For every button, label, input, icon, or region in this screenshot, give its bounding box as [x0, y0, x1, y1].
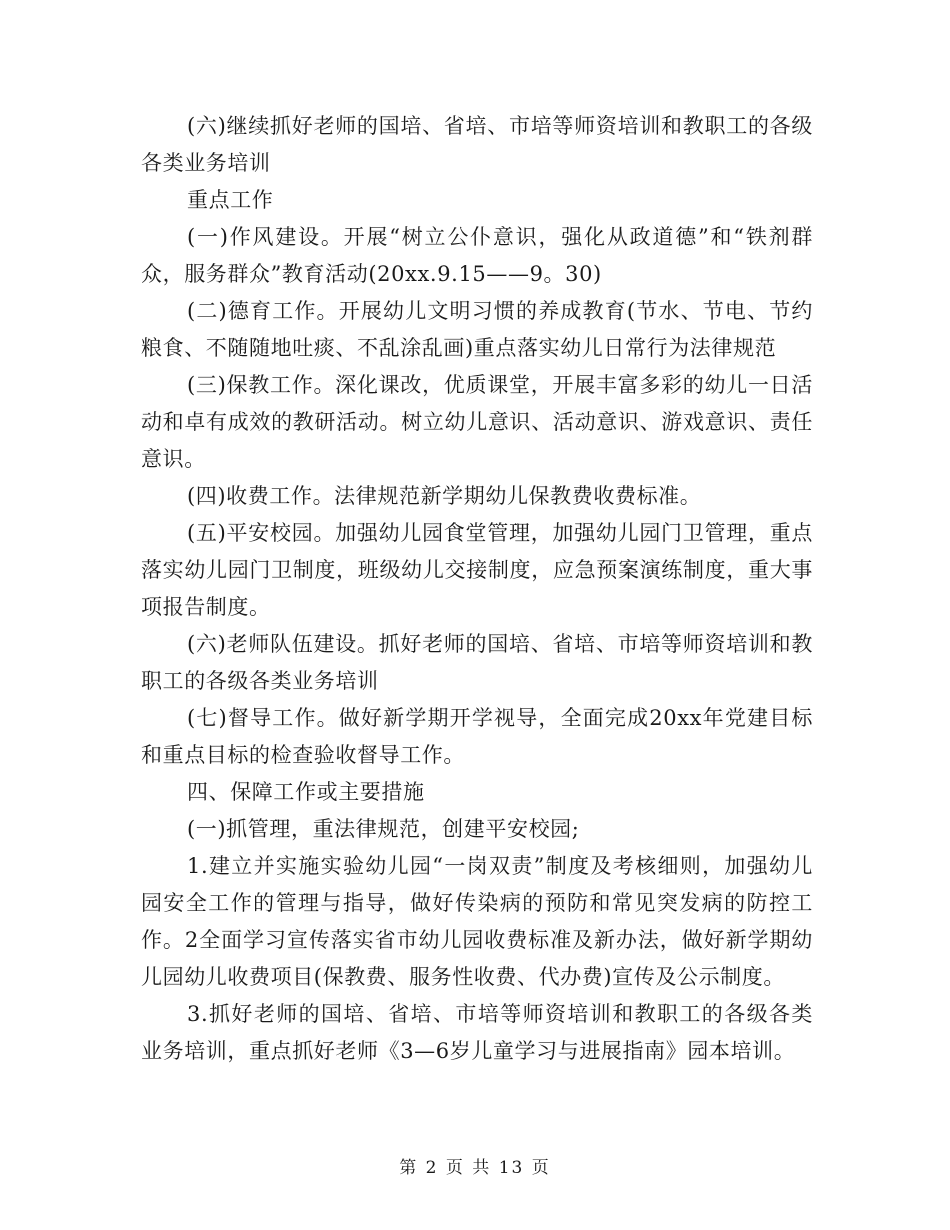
paragraph-7: (五)平安校园。加强幼儿园食堂管理，加强幼儿园门卫管理，重点落实幼儿园门卫制度，班级幼儿交接制度，应急预案演练制度，重大事项报告制度。 [141, 521, 813, 619]
paragraph-11: (一)抓管理，重法律规范，创建平安校园; [187, 817, 580, 841]
paragraph-10: 四、保障工作或主要措施 [187, 780, 425, 804]
paragraph-12: 1.建立并实施实验幼儿园“一岗双责”制度及考核细则，加强幼儿园安全工作的管理与指导，做好传染病的预防和常见突发病的防控工作。2全面学习宣传落实省市幼儿园收费标准及新办法，做好新学期幼儿园幼儿收费项目(保教费、服务性收费、代办费)宣传及公示制度。 [141, 854, 813, 989]
page-number-footer: 第 2 页 共 13 页 [399, 1158, 551, 1178]
paragraph-1: (六)继续抓好老师的国培、省培、市培等师资培训和教职工的各级各类业务培训 [141, 114, 813, 175]
paragraph-8: (六)老师队伍建设。抓好老师的国培、省培、市培等师资培训和教职工的各级各类业务培训 [141, 632, 813, 693]
document-body [141, 108, 813, 1070]
paragraph-6: (四)收费工作。法律规范新学期幼儿保教费收费标准。 [187, 484, 702, 508]
paragraph-13: 3.抓好老师的国培、省培、市培等师资培训和教职工的各级各类业务培训，重点抓好老师《3—6岁儿童学习与进展指南》园本培训。 [141, 1002, 813, 1063]
paragraph-3: (一)作风建设。开展“树立公仆意识，强化从政道德”和“铁剂群众，服务群众”教育活动(20xx.9.15——9。30) [141, 225, 813, 286]
paragraph-4: (二)德育工作。开展幼儿文明习惯的养成教育(节水、节电、节约粮食、不随随地吐痰、不乱涂乱画)重点落实幼儿日常行为法律规范 [141, 299, 813, 360]
paragraph-2: 重点工作 [187, 188, 274, 212]
paragraph-5: (三)保教工作。深化课改，优质课堂，开展丰富多彩的幼儿一日活动和卓有成效的教研活动。树立幼儿意识、活动意识、游戏意识、责任意识。 [141, 373, 813, 471]
paragraph-9: (七)督导工作。做好新学期开学视导，全面完成20xx年党建目标和重点目标的检查验收督导工作。 [141, 706, 813, 767]
